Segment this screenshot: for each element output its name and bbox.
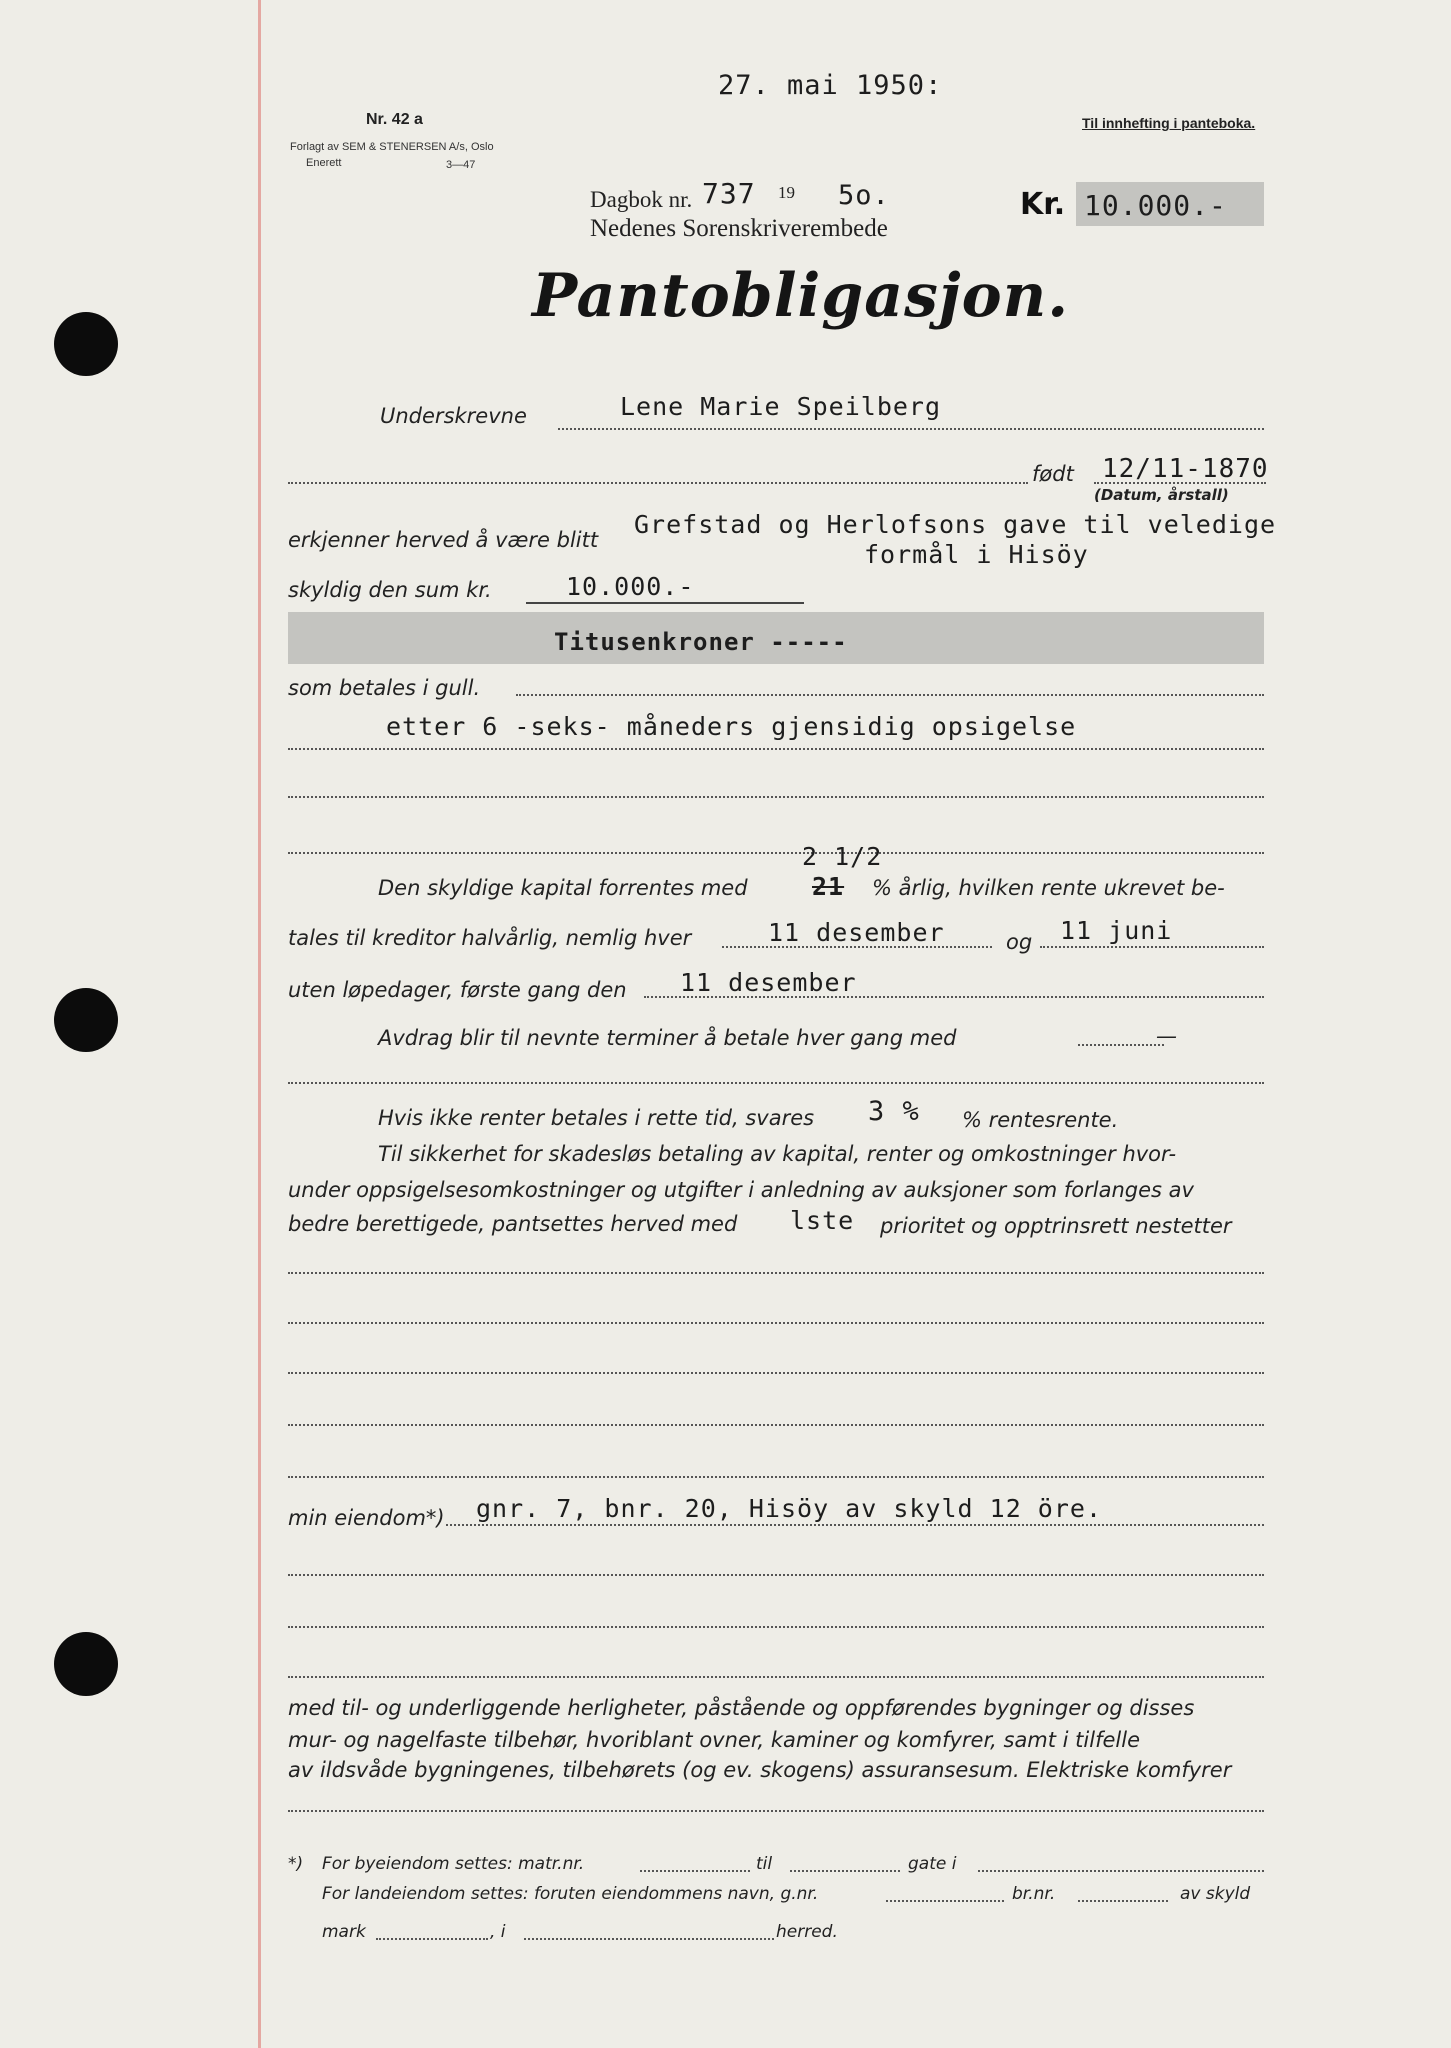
footnote-line1-c: gate i xyxy=(908,1854,957,1874)
born-label: født xyxy=(1032,462,1074,486)
security-line2: under oppsigelsesomkostninger og utgifter i anledning av auksjoner som forlanges av xyxy=(288,1178,1194,1202)
page-edge-line xyxy=(258,0,261,2048)
interest-line2-a: tales til kreditor halvårlig, nemlig hver xyxy=(288,926,692,950)
interest-line1-a: Den skyldige kapital forrentes med xyxy=(378,876,748,900)
amount-in-words: Titusenkroner ----- xyxy=(554,628,848,656)
closing-line3: av ildsvåde bygningenes, tilbehørets (og ev. skogens) assuransesum. Elektriske komfyrer xyxy=(288,1758,1232,1782)
avdrag-label: Avdrag blir til nevnte terminer å betale hver gang med xyxy=(378,1026,957,1050)
kr-amount: 10.000.- xyxy=(1084,189,1227,222)
security-line3-b: prioritet og opptrinsrett nestetter xyxy=(880,1214,1232,1238)
rate-struck: 21 xyxy=(812,872,845,901)
footnote-line1-b: til xyxy=(756,1854,773,1874)
footnote-line2-c: av skyld xyxy=(1180,1884,1251,1904)
document-title: Pantobligasjon. xyxy=(532,261,1070,331)
footnote-line3-c: herred. xyxy=(776,1922,838,1942)
footnote-line1-a: For byeiendom settes: matr.nr. xyxy=(322,1854,585,1874)
first-payment-date: 11 desember xyxy=(680,968,857,997)
dagbok-label: Dagbok nr. xyxy=(590,187,693,212)
binding-note: Til innhefting i panteboka. xyxy=(1082,115,1256,131)
pay-label: som betales i gull. xyxy=(288,676,481,700)
kr-label: Kr. xyxy=(1020,187,1066,222)
interest-line3-a: uten løpedager, første gang den xyxy=(288,978,627,1002)
property-label: min eiendom*) xyxy=(288,1506,445,1530)
footnote-line2-b: br.nr. xyxy=(1012,1884,1056,1904)
punch-hole-bottom xyxy=(54,1632,118,1696)
publisher-line: Forlagt av SEM & STENERSEN A/s, Oslo xyxy=(290,141,494,153)
rate-correction: 2 1/2 xyxy=(802,842,883,871)
terms-value: etter 6 -seks- måneders gjensidig opsigelse xyxy=(386,712,1077,741)
creditor-line1: Grefstad og Herlofsons gave til veledige xyxy=(634,510,1277,539)
form-number: Nr. 42 a xyxy=(366,111,423,128)
born-hint: (Datum, årstall) xyxy=(1094,486,1229,504)
owe-value: 10.000.- xyxy=(566,572,695,601)
interest-date2: 11 juni xyxy=(1060,916,1173,945)
footnote-line3-a: mark xyxy=(322,1922,366,1942)
year-prefix: 19 xyxy=(778,183,795,202)
property-value: gnr. 7, bnr. 20, Hisöy av skyld 12 öre. xyxy=(476,1494,1102,1523)
footnote-line2-a: For landeiendom settes: foruten eiendommens navn, g.nr. xyxy=(322,1884,819,1904)
late-value: 3 % xyxy=(868,1096,920,1127)
acknowledge-label: erkjenner herved å være blitt xyxy=(288,528,599,552)
typed-date: 27. mai 1950: xyxy=(718,70,943,101)
interest-date1: 11 desember xyxy=(768,918,945,947)
owe-label: skyldig den sum kr. xyxy=(288,578,492,602)
security-line1: Til sikkerhet for skadesløs betaling av kapital, renter og omkostninger hvor- xyxy=(378,1142,1177,1166)
security-priority: lste xyxy=(790,1206,855,1235)
security-line3-a: bedre berettigede, pantsettes herved med xyxy=(288,1212,738,1236)
rights-line: Enerett xyxy=(306,157,342,169)
closing-line1: med til- og underliggende herligheter, påstående og oppførendes bygninger og disses xyxy=(288,1696,1195,1720)
dagbok-number: 737 xyxy=(702,177,756,210)
undersigned-label: Underskrevne xyxy=(380,404,527,428)
punch-hole-top xyxy=(54,312,118,376)
late-suffix: % rentesrente. xyxy=(962,1108,1119,1132)
punch-hole-middle xyxy=(54,988,118,1052)
creditor-line2: formål i Hisöy xyxy=(864,540,1089,569)
office-stamp: Nedenes Sorenskriverembede xyxy=(590,215,888,242)
interest-og: og xyxy=(1006,930,1033,954)
undersigned-value: Lene Marie Speilberg xyxy=(620,392,942,421)
footnote-line3-b: , i xyxy=(490,1922,506,1942)
avdrag-value: — xyxy=(1156,1024,1177,1048)
late-label: Hvis ikke renter betales i rette tid, svares xyxy=(378,1106,815,1130)
edition-code: 3—47 xyxy=(446,159,476,171)
born-value: 12/11-1870 xyxy=(1102,454,1269,484)
year-suffix: 5o. xyxy=(838,180,890,211)
closing-line2: mur- og nagelfaste tilbehør, hvoriblant ovner, kaminer og komfyrer, samt i tilfelle xyxy=(288,1728,1140,1752)
footnote-star: *) xyxy=(288,1854,304,1874)
interest-line1-b: % årlig, hvilken rente ukrevet be- xyxy=(872,876,1225,900)
